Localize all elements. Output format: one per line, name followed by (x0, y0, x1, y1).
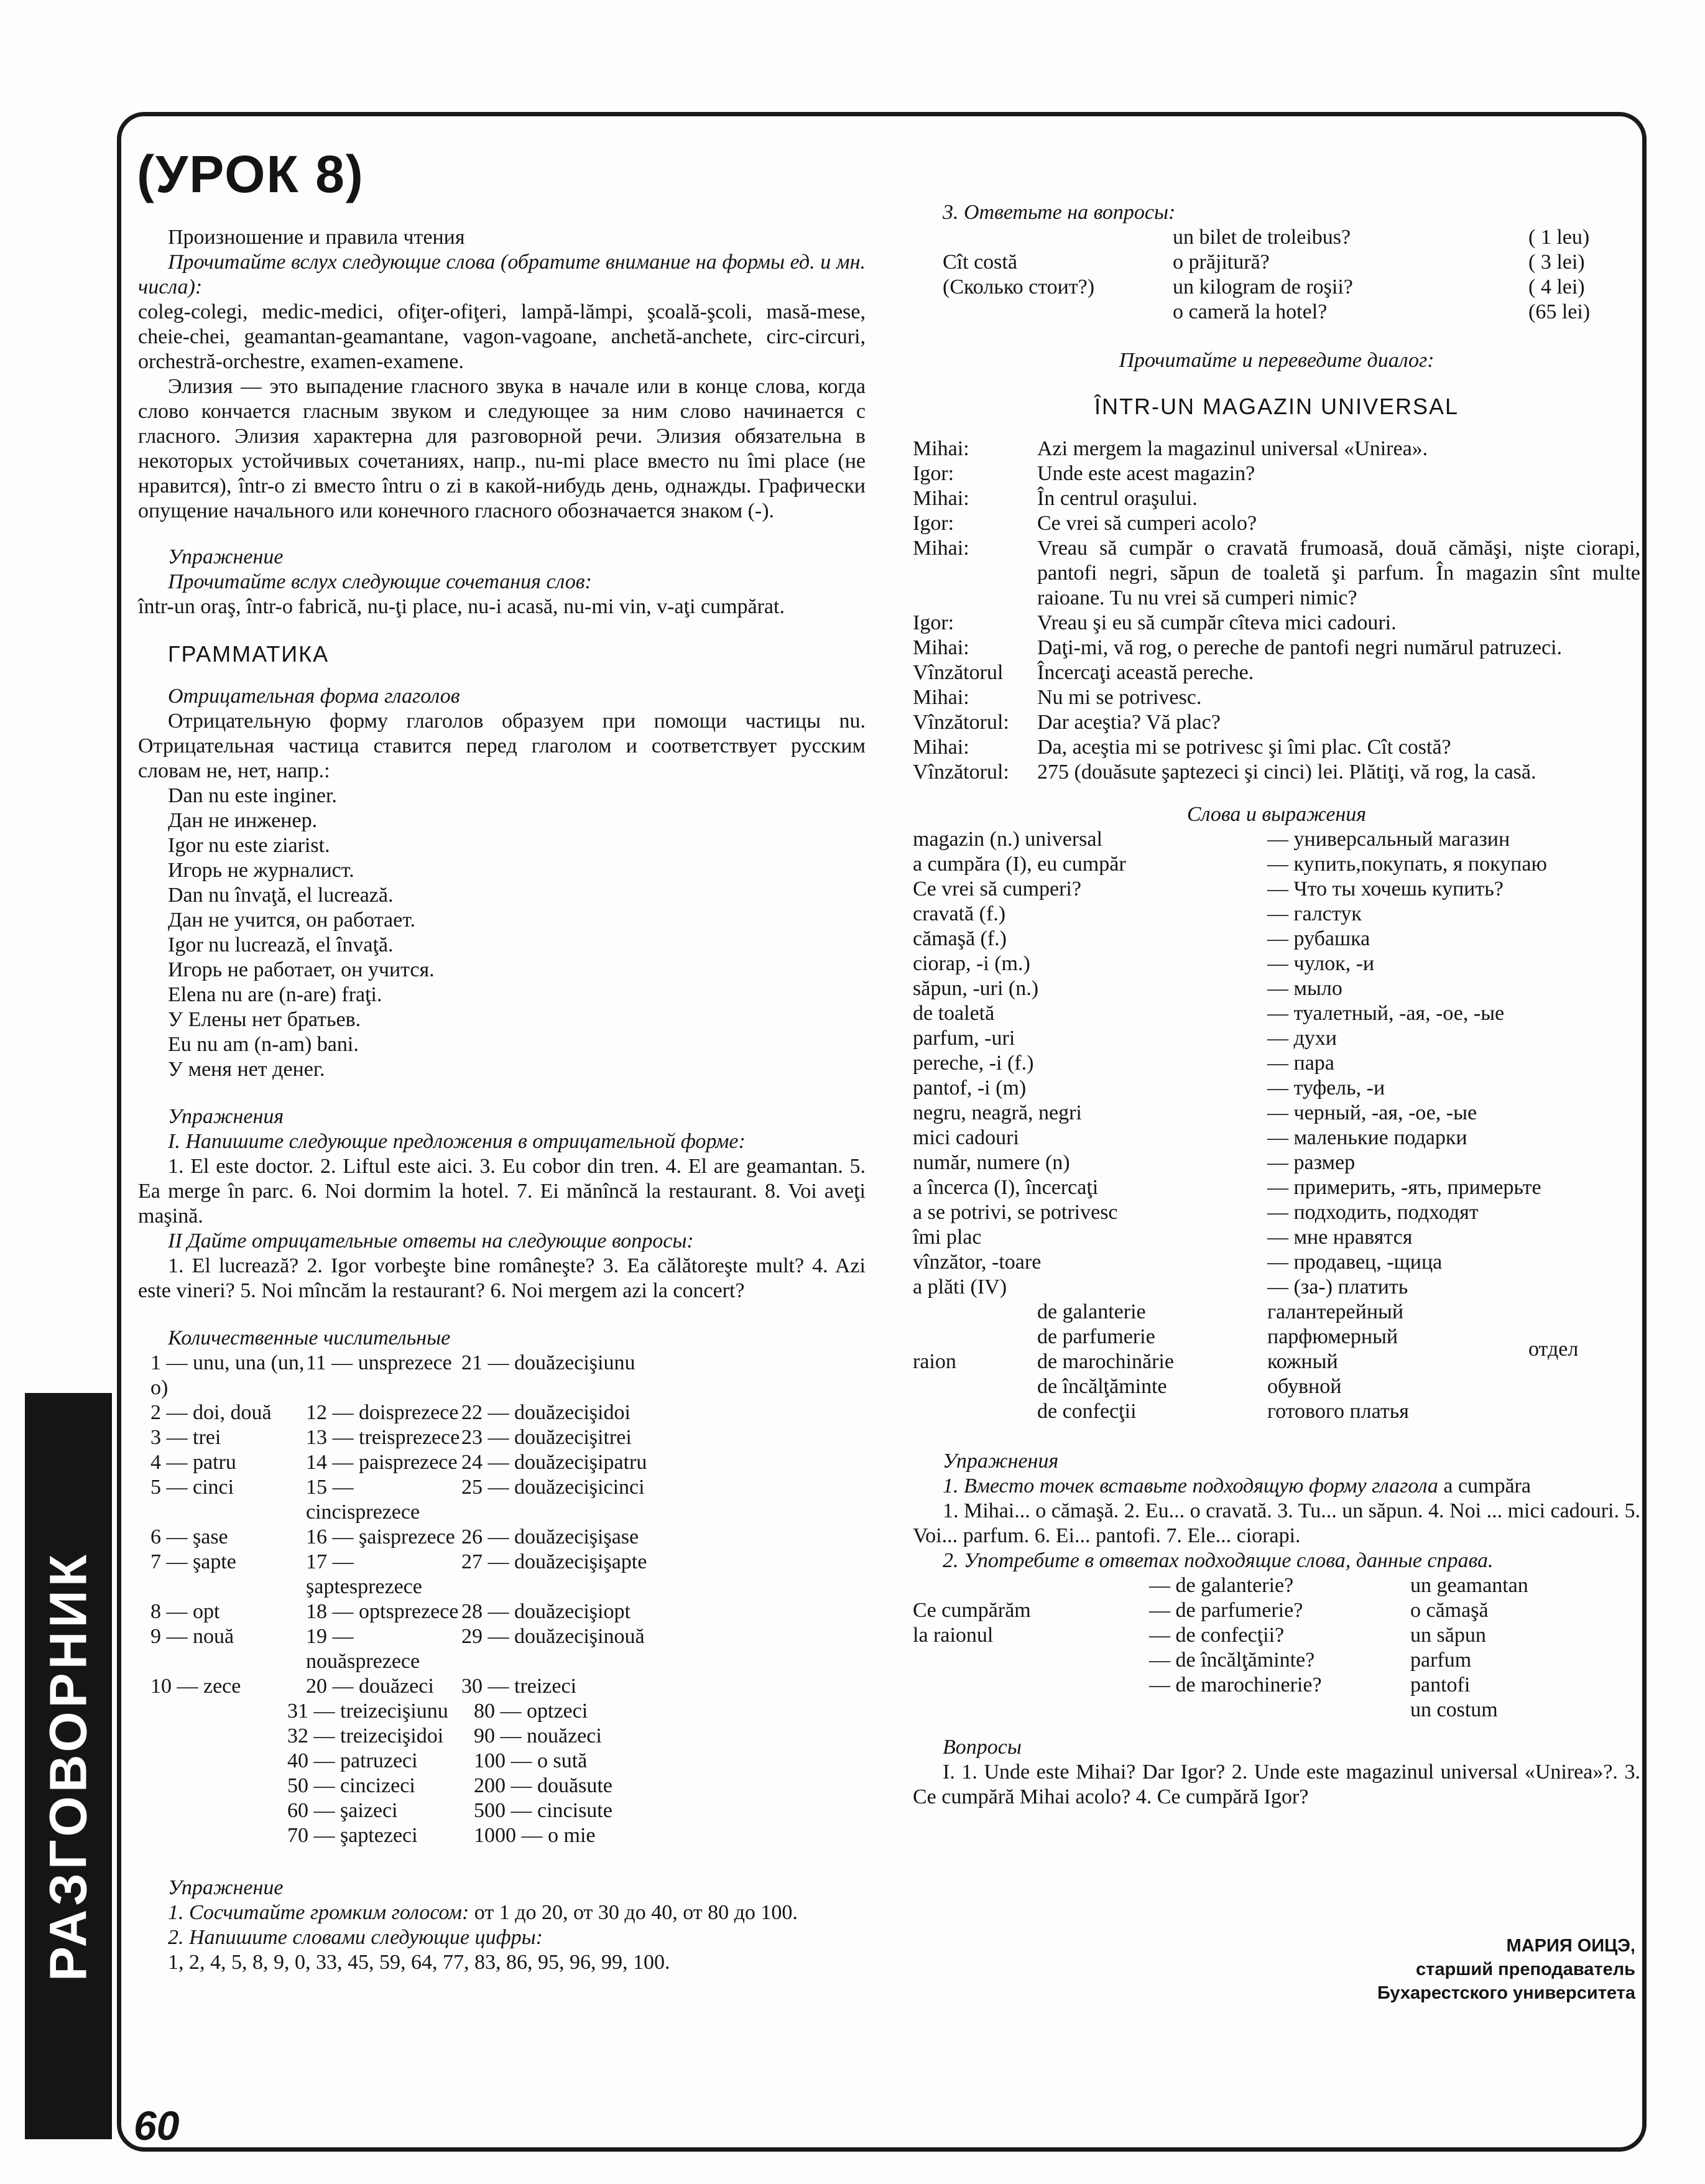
vocab-term: magazin (n.) universal (913, 828, 1102, 851)
dialogue-text: Încercaţi această pereche. (1037, 661, 1254, 684)
r-ex2-instruction: 2. Употребите в ответах подходящие слова, данные справа. (943, 1549, 1494, 1572)
numeral: 7 — şapte (150, 1550, 236, 1573)
example-line: Igor nu lucrează, el învaţă. (168, 933, 394, 956)
negative-heading: Отрицательная форма глаголов (168, 685, 460, 708)
exercises-label: Упражнения (168, 1105, 284, 1128)
price-item: o prăjitură? (1173, 251, 1270, 274)
ex2-answer: un geamantan (1410, 1574, 1528, 1597)
vocab-term: pereche, -i (f.) (913, 1052, 1034, 1075)
dialogue-line (913, 486, 1640, 511)
vocab-term: de toaletă (913, 1002, 995, 1025)
elision-text: Элизия — это выпадение гласного звука в начале или в конце слова, когда слово кончается гласным звуком и следующее за ним слово начинается с гласного. Элизия характерна для разговорной речи. Элизия обязательна в некоторых устойчивых сочетаниях, напр., nu-mi place вместо nu îmi place (не нравится), într-o zi вместо întru o zi в какой-нибудь день, однажды. Графически опущение начального или конечного гласного обозначается знаком (-). (138, 375, 866, 522)
raion-word: raion (913, 1350, 956, 1373)
dialogue-text: Da, aceştia mi se potrivesc şi îmi plac. Cît costă? (1037, 736, 1451, 759)
r-ex1-instruction: 1. Вместо точек вставьте подходящую форму глагола (943, 1474, 1438, 1497)
raion-ro (1037, 1300, 1267, 1424)
price-item: un bilet de troleibus? (1173, 226, 1351, 249)
questions-label: Вопросы (943, 1736, 1022, 1759)
exercise-label: Упражнение (168, 545, 284, 568)
vocab-term: vînzător, -toare (913, 1251, 1042, 1274)
ex2-answer: un costum (1410, 1698, 1498, 1721)
exercise-phrases: într-un oraş, într-o fabrică, nu-ţi place, nu-i acasă, nu-mi vin, v-aţi cumpărat. (138, 595, 785, 618)
vocab-translation: — рубашка (1267, 927, 1370, 950)
vocab-translation: — размер (1267, 1151, 1356, 1174)
dialogue-text: Azi mergem la magazinul universal «Unirea». (1037, 437, 1428, 460)
dialogue-title: ÎNTR-UN MAGAZIN UNIVERSAL (1094, 394, 1459, 419)
q3-heading: 3. Ответьте на вопросы: (943, 201, 1176, 224)
raion-block (913, 1300, 1640, 1424)
ex2-lead (913, 1573, 1149, 1723)
numeral: 90 — nouăzeci (474, 1724, 602, 1747)
ex2-answers (1410, 1573, 1640, 1723)
read-aloud-instruction: Прочитайте вслух следующие слова (обратите внимание на формы ед. и мн. числа): (138, 251, 866, 298)
author-signature (1281, 1934, 1635, 2005)
pronunciation-heading: Произношение и правила чтения (168, 226, 465, 249)
ex2-answer: un săpun (1410, 1624, 1486, 1647)
raion-type-ru: кожный (1267, 1350, 1338, 1373)
dialogue-text: 275 (douăsute şaptezeci şi cinci) lei. Plătiţi, vă rog, la casă. (1037, 761, 1536, 784)
vocab-term: ciorap, -i (m.) (913, 952, 1030, 975)
dialogue-line (913, 735, 1640, 760)
final-exercise-label: Упражнение (168, 1876, 284, 1899)
price-item: o cameră la hotel? (1173, 300, 1328, 323)
dialogue-line (913, 511, 1640, 536)
dialogue-line (913, 437, 1640, 461)
author-name: МАРИЯ ОИЦЭ, (1506, 1936, 1635, 1956)
dialogue-speaker: Vînzătorul (913, 661, 1004, 684)
example-line: Dan nu învaţă, el lucrează. (168, 884, 394, 907)
final-ex1-instruction: 1. Сосчитайте громким голосом: (168, 1901, 469, 1924)
raion-type-ru: обувной (1267, 1375, 1342, 1398)
dialogue-speaker: Mihai: (913, 736, 969, 759)
raion-type-ru: готового платья (1267, 1400, 1409, 1423)
price-value: ( 4 lei) (1528, 275, 1585, 298)
raion-ru: отдел (1528, 1338, 1579, 1361)
vocab-term: număr, numere (n) (913, 1151, 1070, 1174)
numeral: 20 — douăzeci (306, 1675, 434, 1698)
dialogue-text: În centrul oraşului. (1037, 487, 1198, 510)
numeral: 8 — opt (150, 1600, 220, 1623)
r-ex1-text: 1. Mihai... o cămaşă. 2. Eu... o cravată. 3. Tu... un săpun. 4. Noi ... mici cadouri. 5. Voi... parfum. 6. Ei... pantofi. 7. Ele... ciorapi. (913, 1499, 1640, 1547)
vocab-translation: — купить,покупать, я покупаю (1267, 853, 1547, 876)
vocab-translation: — туфель, -и (1267, 1076, 1385, 1099)
price-items (1173, 225, 1528, 325)
vocab-term: mici cadouri (913, 1126, 1019, 1149)
numeral: 28 — douăzecişiopt (461, 1600, 631, 1623)
numeral: 32 — treizecişidoi (287, 1724, 444, 1747)
vocab-translation: — галстук (1267, 902, 1362, 925)
numeral: 70 — şaptezeci (287, 1824, 418, 1847)
numeral: 5 — cinci (150, 1476, 234, 1499)
dialogue-line (913, 760, 1640, 785)
dialogue-line (913, 461, 1640, 486)
vocab-translation: — туалетный, -ая, -ое, -ые (1267, 1002, 1505, 1025)
numeral: 100 — o sută (474, 1749, 588, 1772)
dialogue-text: Dar aceştia? Vă plac? (1037, 711, 1221, 734)
vocab-term: a încerca (I), încercaţi (913, 1176, 1099, 1199)
author-affiliation: Бухарестского университета (1377, 1983, 1635, 2003)
price-label: Cît costă (943, 251, 1017, 274)
vocab-term: parfum, -uri (913, 1027, 1015, 1050)
dialogue-line (913, 611, 1640, 636)
raion-type: de marochinărie (1037, 1350, 1174, 1373)
numeral: 12 — doisprezece (306, 1401, 459, 1424)
dialogue-speaker: Igor: (913, 611, 954, 634)
left-column (138, 225, 866, 1975)
vocab-translation: — мыло (1267, 977, 1342, 1000)
numeral: 22 — douăzecişidoi (461, 1401, 631, 1424)
dialogue-speaker: Mihai: (913, 487, 969, 510)
raion-type-ru: галантерейный (1267, 1300, 1404, 1323)
dialogue-speaker: Igor: (913, 512, 954, 535)
raion-type: de confecţii (1037, 1400, 1137, 1423)
numeral: 2 — doi, două (150, 1401, 272, 1424)
numeral: 14 — paisprezece (306, 1451, 458, 1474)
exercises-label-right: Упражнения (943, 1450, 1059, 1473)
numeral: 30 — treizeci (461, 1675, 577, 1698)
page-title: (УРОК 8) (137, 145, 364, 203)
numeral: 9 — nouă (150, 1625, 234, 1648)
example-line: У меня нет денег. (168, 1058, 325, 1081)
ex2-option: — de confecţii? (1149, 1624, 1285, 1647)
dialogue-line (913, 685, 1640, 710)
vocab-translation: — маленькие подарки (1267, 1126, 1467, 1149)
vocab-translation: — (за-) платить (1267, 1275, 1408, 1298)
vocab-translation: — черный, -ая, -ое, -ые (1267, 1101, 1477, 1124)
vocab-term: a cumpăra (I), eu cumpăr (913, 853, 1126, 876)
dialogue-speaker: Mihai: (913, 537, 969, 560)
dialogue-text: Daţi-mi, vă rog, o pereche de pantofi negri numărul patruzeci. (1037, 636, 1562, 659)
vocab-term: cămaşă (f.) (913, 927, 1007, 950)
dialogue-speaker: Mihai: (913, 437, 969, 460)
ex2-option: — de parfumerie? (1149, 1599, 1303, 1622)
ex1-instruction: I. Напишите следующие предложения в отрицательной форме: (168, 1130, 746, 1153)
r-ex1-verb: a cumpăra (1443, 1474, 1531, 1497)
sidebar-tab (25, 1393, 112, 2139)
dialogue-text: Nu mi se potrivesc. (1037, 686, 1202, 709)
vocab-list (913, 827, 1640, 1300)
example-line: Игорь не журналист. (168, 859, 354, 882)
vocab-term: cravată (f.) (913, 902, 1006, 925)
dialogue-text: Vreau şi eu să cumpăr cîteva mici cadouri. (1037, 611, 1397, 634)
raion-type-ru: парфюмерный (1267, 1325, 1398, 1348)
numeral: 10 — zece (150, 1675, 241, 1698)
sidebar-label: РАЗГОВОРНИК (39, 1550, 98, 1982)
numeral: 4 — patru (150, 1451, 236, 1474)
numeral: 19 — nouăsprezece (306, 1625, 420, 1673)
negative-text: Отрицательную форму глаголов образуем при помощи частицы nu. Отрицательная частица ставится перед глаголом и соответствует русским словам не, нет, напр.: (138, 710, 866, 782)
numeral: 60 — şaizeci (287, 1799, 398, 1822)
numeral: 40 — patruzeci (287, 1749, 418, 1772)
example-line: Дан не учится, он работает. (168, 909, 415, 932)
author-title: старший преподаватель (1416, 1960, 1635, 1979)
numeral: 17 — şaptesprezece (306, 1550, 422, 1598)
price-table (943, 225, 1640, 325)
page-number: 60 (134, 2103, 180, 2149)
numerals-heading: Количественные числительные (168, 1326, 451, 1349)
grammar-heading: ГРАММАТИКА (168, 641, 330, 667)
numeral: 16 — şaisprezece (306, 1525, 455, 1548)
ex1-text: 1. El este doctor. 2. Liftul este aici. 3. Eu cobor din tren. 4. El are geamantan. 5. Ea merge în parc. 6. Noi dormim la hotel. 7. Ei mănîncă la restaurant. 8. Voi aveţi maşină. (138, 1155, 866, 1228)
ex2-option: — de încălţăminte? (1149, 1649, 1315, 1672)
dialogue-text: Vreau să cumpăr o cravată frumoasă, două cămăşi, nişte ciorapi, pantofi negri, săpun de toaletă şi parfum. În magazin sînt multe raioane. Tu nu vrei să cumperi nimic? (1037, 537, 1640, 609)
price-label-ru: (Сколько стоит?) (943, 275, 1095, 298)
numeral: 18 — optsprezece (306, 1600, 459, 1623)
vocab-term: pantof, -i (m) (913, 1076, 1027, 1099)
example-line: Dan nu este inginer. (168, 784, 337, 807)
price-value: ( 1 leu) (1528, 226, 1590, 249)
numeral: 200 — douăsute (474, 1774, 612, 1797)
numeral: 50 — cincizeci (287, 1774, 415, 1797)
ex2-answer: pantofi (1410, 1673, 1471, 1696)
ex2-answer: o cămaşă (1410, 1599, 1489, 1622)
dialogue-line (913, 660, 1640, 685)
example-line: Дан не инженер. (168, 809, 318, 832)
vocab-translation: — примерить, -ять, примерьте (1267, 1176, 1541, 1199)
numeral: 1000 — o mie (474, 1824, 596, 1847)
numeral: 25 — douăzecişicinci (461, 1476, 645, 1499)
numeral: 24 — douăzecişipatru (461, 1451, 647, 1474)
vocab-translation: — подходить, подходят (1267, 1201, 1479, 1224)
dialogue-speaker: Vînzătorul: (913, 711, 1009, 734)
ex2-text: 1. El lucrează? 2. Igor vorbeşte bine româneşte? 3. Ea călătoreşte mult? 4. Azi este vineri? 5. Noi mîncăm la restaurant? 6. Noi mergem azi la concert? (138, 1254, 866, 1302)
dialogue-speaker: Vînzătorul: (913, 761, 1009, 784)
numeral: 80 — optzeci (474, 1700, 588, 1723)
numeral: 21 — douăzecişiunu (461, 1351, 635, 1374)
raion-type: de încălţăminte (1037, 1375, 1167, 1398)
dialogue (913, 437, 1640, 785)
numeral: 6 — şase (150, 1525, 228, 1548)
numeral: 1 — unu, una (un, o) (150, 1351, 305, 1399)
ex2-instruction: II Дайте отрицательные ответы на следующие вопросы: (168, 1229, 694, 1252)
example-line: Elena nu are (n-are) fraţi. (168, 983, 382, 1006)
ex2-option: — de galanterie? (1149, 1574, 1294, 1597)
dialogue-text: Ce vrei să cumperi acolo? (1037, 512, 1257, 535)
raion-type: de parfumerie (1037, 1325, 1155, 1348)
vocab-term: a se potrivi, se potrivesc (913, 1201, 1118, 1224)
ex2-answer: parfum (1410, 1649, 1472, 1672)
vocab-translation: — чулок, -и (1267, 952, 1375, 975)
dialogue-speaker: Igor: (913, 462, 954, 485)
numerals-table (150, 1351, 866, 1699)
numeral: 29 — douăzecişinouă (461, 1625, 645, 1648)
dialogue-text: Unde este acest magazin? (1037, 462, 1255, 485)
final-ex1-text: от 1 до 20, от 30 до 40, от 80 до 100. (474, 1901, 798, 1924)
numeral: 11 — unsprezece (306, 1351, 452, 1374)
raion-ru-list (1267, 1300, 1528, 1424)
exercise-instruction: Прочитайте вслух следующие сочетания слов: (168, 570, 592, 593)
example-line: У Елены нет братьев. (168, 1008, 361, 1031)
numeral: 26 — douăzecişişase (461, 1525, 639, 1548)
dialogue-line (913, 636, 1640, 660)
word-pairs: coleg-colegi, medic-medici, ofiţer-ofiţeri, lampă-lămpi, şcoală-şcoli, masă-mese, cheie-chei, geamantan-geamantane, vagon-vagoane, anchetă-anchete, circ-circuri, orchestră-orchestre, examen-examene. (138, 300, 866, 373)
numeral: 500 — cincisute (474, 1799, 612, 1822)
numerals-tens-table (287, 1699, 866, 1848)
ex2-table (913, 1573, 1640, 1723)
dialogue-speaker: Mihai: (913, 686, 969, 709)
vocab-translation: — духи (1267, 1027, 1337, 1050)
questions-text: I. 1. Unde este Mihai? Dar Igor? 2. Unde este magazinul universal «Unirea»?. 3. Ce cumpără Mihai acolo? 4. Ce cumpără Igor? (913, 1761, 1640, 1808)
vocab-term: îmi plac (913, 1226, 982, 1249)
numeral: 31 — treizecişiunu (287, 1700, 448, 1723)
example-line: Eu nu am (n-am) bani. (168, 1033, 359, 1056)
ex2-lead-line: Ce cumpărăm (913, 1599, 1031, 1622)
price-item: un kilogram de roşii? (1173, 275, 1353, 298)
right-column (913, 200, 1640, 1810)
vocab-translation: — продавец, -щица (1267, 1251, 1443, 1274)
ex2-option: — de marochinerie? (1149, 1673, 1322, 1696)
vocab-translation: — пара (1267, 1052, 1334, 1075)
ex2-options (1149, 1573, 1410, 1723)
vocab-translation: — мне нравятся (1267, 1226, 1413, 1249)
vocab-term: Ce vrei să cumperi? (913, 877, 1081, 900)
price-value: ( 3 lei) (1528, 251, 1585, 274)
numeral: 13 — treisprezece (306, 1426, 460, 1449)
ex2-lead-line: la raionul (913, 1624, 994, 1647)
example-line: Игорь не работает, он учится. (168, 958, 435, 981)
vocab-translation: — Что ты хочешь купить? (1267, 877, 1504, 900)
numeral: 27 — douăzecişişapte (461, 1550, 647, 1573)
final-ex2-text: 1, 2, 4, 5, 8, 9, 0, 33, 45, 59, 64, 77, 83, 86, 95, 96, 99, 100. (168, 1951, 670, 1974)
vocab-term: negru, neagră, negri (913, 1101, 1082, 1124)
dialogue-line (913, 536, 1640, 611)
raion-type: de galanterie (1037, 1300, 1146, 1323)
price-values (1528, 225, 1640, 325)
vocab-heading: Слова и выражения (1186, 803, 1367, 826)
vocab-translation: — универсальный магазин (1267, 828, 1510, 851)
dialogue-instruction: Прочитайте и переведите диалог: (1119, 349, 1435, 372)
final-ex2-instruction: 2. Напишите словами следующие цифры: (168, 1926, 543, 1949)
example-line: Igor nu este ziarist. (168, 834, 330, 857)
vocab-term: a plăti (IV) (913, 1275, 1007, 1298)
vocab-term: săpun, -uri (n.) (913, 977, 1039, 1000)
numeral: 15 — cincisprezece (306, 1476, 420, 1524)
price-value: (65 lei) (1528, 300, 1591, 323)
numeral: 23 — douăzecişitrei (461, 1426, 632, 1449)
numeral: 3 — trei (150, 1426, 221, 1449)
dialogue-line (913, 710, 1640, 735)
dialogue-speaker: Mihai: (913, 636, 969, 659)
example-list (168, 784, 866, 1082)
